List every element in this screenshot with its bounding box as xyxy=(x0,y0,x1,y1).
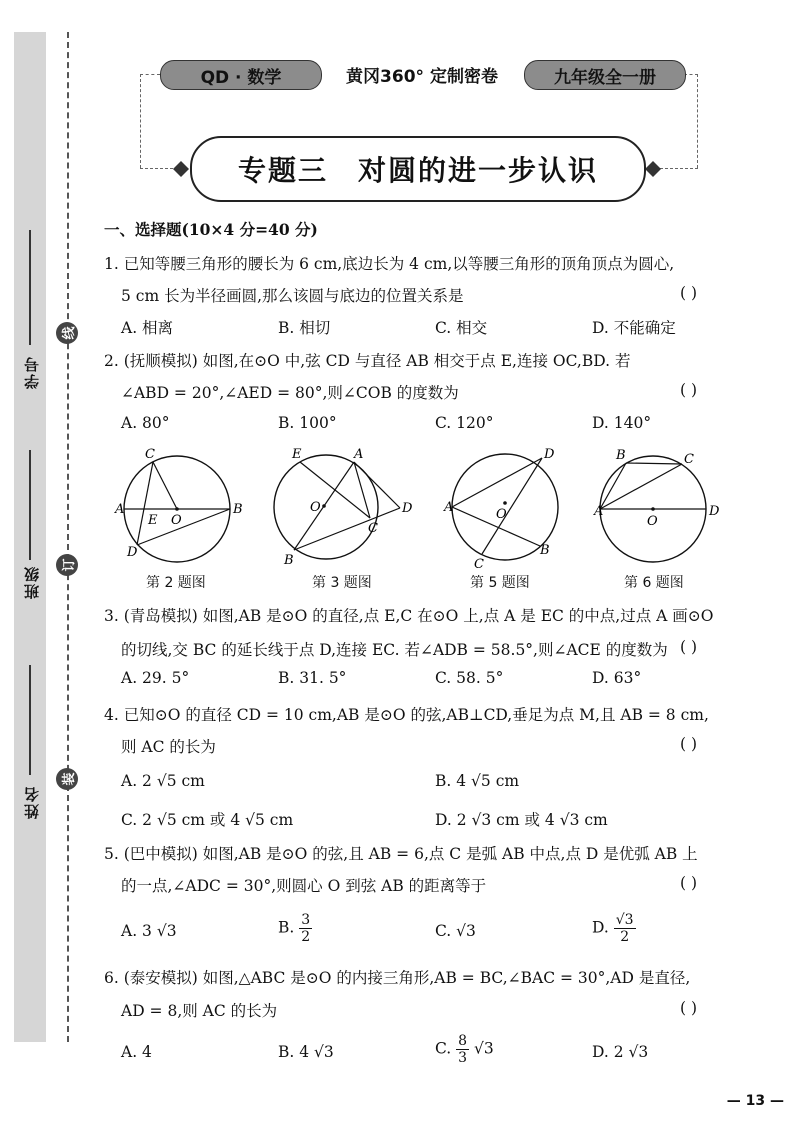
q2-option-c: C. 120° xyxy=(435,414,494,432)
svg-text:C: C xyxy=(474,557,484,572)
q1-option-a: A. 相离 xyxy=(121,319,174,337)
xingming-blank-line xyxy=(29,665,31,775)
svg-text:D: D xyxy=(127,545,138,560)
q1-answer-paren: ( ) xyxy=(680,284,698,302)
q5-option-d-letter: D. xyxy=(592,918,609,937)
q6-line2: AD = 8,则 AC 的长为 xyxy=(121,1002,278,1020)
q6-option-b: B. 4 √3 xyxy=(278,1043,334,1061)
svg-text:B: B xyxy=(616,448,626,463)
q5-answer-paren: ( ) xyxy=(680,874,698,892)
q4-option-b: B. 4 √5 cm xyxy=(435,772,520,790)
q3-answer-paren: ( ) xyxy=(680,638,698,656)
title-topic-name: 对圆的进一步认识 xyxy=(358,154,599,187)
svg-text:B: B xyxy=(233,502,243,517)
q2-option-b: B. 100° xyxy=(278,414,337,432)
svg-text:B: B xyxy=(540,543,550,558)
figure-q6 xyxy=(596,442,726,572)
header-frame-top-right xyxy=(684,74,698,75)
svg-text:D: D xyxy=(709,504,720,519)
q6-option-d: D. 2 √3 xyxy=(592,1043,649,1061)
right-diamond-icon xyxy=(644,160,662,178)
q5-option-b-denominator: 2 xyxy=(301,929,311,945)
figure-q3 xyxy=(270,442,420,572)
q5-option-c: C. √3 xyxy=(435,922,476,940)
banji-label: 班级 xyxy=(23,565,41,599)
xingming-label: 姓名 xyxy=(23,785,41,819)
q3-option-b: B. 31. 5° xyxy=(278,669,347,687)
q6-option-a: A. 4 xyxy=(121,1043,152,1061)
section-heading: 一、选择题(10×4 分=40 分) xyxy=(104,220,318,239)
svg-text:O: O xyxy=(310,500,321,515)
q3-line1: 3. (青岛模拟) 如图,AB 是⊙O 的直径,点 E,C 在⊙O 上,点 A 是 EC 的中点,过点 A 画⊙O xyxy=(104,607,714,625)
q6-option-c-denominator: 3 xyxy=(458,1050,468,1066)
q6-option-c-numerator: 8 xyxy=(458,1033,468,1049)
svg-text:O: O xyxy=(647,514,658,529)
caption-fig-q2: 第 2 题图 xyxy=(146,575,206,591)
figure-q2 xyxy=(115,442,245,572)
grade-pill-text: 九年级全一册 xyxy=(554,67,656,88)
q3-line2: 的切线,交 BC 的延长线于点 D,连接 EC. 若∠ADB = 58.5°,则∠ACE 的度数为 xyxy=(121,641,668,659)
q5-option-b-letter: B. xyxy=(278,918,295,937)
q4-line2: 则 AC 的长为 xyxy=(121,738,216,756)
svg-text:A: A xyxy=(354,447,364,462)
grade-pill xyxy=(524,60,686,90)
caption-fig-q5: 第 5 题图 xyxy=(470,575,530,591)
q6-option-c-fraction xyxy=(456,1033,469,1066)
binding-dashed-line xyxy=(67,32,69,1042)
q5-option-d-numerator: √3 xyxy=(615,912,634,928)
q2-option-a: A. 80° xyxy=(121,414,170,432)
q3-option-d: D. 63° xyxy=(592,669,642,687)
q4-option-d: D. 2 √3 cm 或 4 √3 cm xyxy=(435,811,608,829)
q5-option-d-fraction xyxy=(614,912,636,945)
bind-mark-staple: 订 xyxy=(56,554,78,576)
q2-line1: 2. (抚顺模拟) 如图,在⊙O 中,弦 CD 与直径 AB 相交于点 E,连接 OC,BD. 若 xyxy=(104,352,631,370)
q1-line1: 1. 已知等腰三角形的腰长为 6 cm,底边长为 4 cm,以等腰三角形的顶角顶点为圆心, xyxy=(104,255,675,273)
svg-text:D: D xyxy=(402,501,413,516)
header-frame-left xyxy=(140,74,141,168)
q1-line2: 5 cm 长为半径画圆,那么该圆与底边的位置关系是 xyxy=(121,287,464,305)
svg-text:C: C xyxy=(145,447,155,462)
q6-line1: 6. (泰安模拟) 如图,△ABC 是⊙O 的内接三角形,AB = BC,∠BAC = 30°,AD 是直径, xyxy=(104,969,691,987)
q4-answer-paren: ( ) xyxy=(680,735,698,753)
fig2-segment-oc xyxy=(153,462,177,509)
q2-option-d: D. 140° xyxy=(592,414,652,432)
q6-option-c-letter: C. xyxy=(435,1039,452,1058)
subject-pill: QD · 数学 xyxy=(160,60,322,90)
xuehao-blank-line xyxy=(29,230,31,345)
series-name: 黄冈360° 定制密卷 xyxy=(346,66,498,87)
figure-q5 xyxy=(444,442,574,572)
fig5-segment-dc xyxy=(482,458,542,554)
banji-blank-line xyxy=(29,450,31,560)
q5-option-b xyxy=(278,912,312,945)
caption-fig-q3: 第 3 题图 xyxy=(312,575,372,591)
q2-answer-paren: ( ) xyxy=(680,381,698,399)
q1-option-b: B. 相切 xyxy=(278,319,331,337)
svg-text:B: B xyxy=(284,553,294,568)
q6-option-c-radical: √3 xyxy=(474,1039,494,1058)
q5-option-d-denominator: 2 xyxy=(620,929,630,945)
svg-text:E: E xyxy=(292,447,302,462)
caption-fig-q6: 第 6 题图 xyxy=(624,575,684,591)
q5-line2: 的一点,∠ADC = 30°,则圆心 O 到弦 AB 的距离等于 xyxy=(121,877,487,895)
q5-option-b-fraction xyxy=(299,912,312,945)
q4-option-a: A. 2 √5 cm xyxy=(121,772,205,790)
svg-text:C: C xyxy=(684,452,694,467)
q4-option-c: C. 2 √5 cm 或 4 √5 cm xyxy=(121,811,294,829)
svg-text:E: E xyxy=(148,513,158,528)
header-frame-right xyxy=(697,74,698,168)
fig6-segment-bc xyxy=(626,463,682,464)
svg-text:D: D xyxy=(544,447,555,462)
svg-text:C: C xyxy=(368,521,378,536)
fig5-segment-ad xyxy=(452,458,542,507)
q1-option-d: D. 不能确定 xyxy=(592,319,676,337)
svg-text:O: O xyxy=(171,513,182,528)
left-diamond-icon xyxy=(172,160,190,178)
header-frame-bottom-right xyxy=(660,168,698,169)
bind-mark-line: 线 xyxy=(56,322,78,344)
page-number: — 13 — xyxy=(726,1093,784,1109)
q1-option-c: C. 相交 xyxy=(435,319,488,337)
q6-answer-paren: ( ) xyxy=(680,999,698,1017)
q2-line2: ∠ABD = 20°,∠AED = 80°,则∠COB 的度数为 xyxy=(121,384,459,402)
q5-option-a: A. 3 √3 xyxy=(121,922,177,940)
q5-option-d xyxy=(592,912,636,945)
q3-option-c: C. 58. 5° xyxy=(435,669,504,687)
fig2-chord-cd xyxy=(137,462,153,545)
svg-text:A: A xyxy=(444,500,454,515)
q3-option-a: A. 29. 5° xyxy=(121,669,190,687)
q5-option-b-numerator: 3 xyxy=(301,912,311,928)
q6-option-c xyxy=(435,1033,494,1066)
q5-line1: 5. (巴中模拟) 如图,AB 是⊙O 的弦,且 AB = 6,点 C 是弧 AB 中点,点 D 是优弧 AB 上 xyxy=(104,845,698,863)
svg-text:O: O xyxy=(496,507,507,522)
page-title xyxy=(190,136,646,202)
title-topic-number: 专题三 xyxy=(237,154,328,187)
header-frame-top-left xyxy=(140,74,160,75)
xuehao-label: 学号 xyxy=(23,355,41,389)
bind-mark-bind: 装 xyxy=(56,768,78,790)
svg-text:A: A xyxy=(594,504,604,519)
svg-text:A: A xyxy=(115,502,125,517)
q4-line1: 4. 已知⊙O 的直径 CD = 10 cm,AB 是⊙O 的弦,AB⊥CD,垂足为点 M,且 AB = 8 cm, xyxy=(104,706,709,724)
